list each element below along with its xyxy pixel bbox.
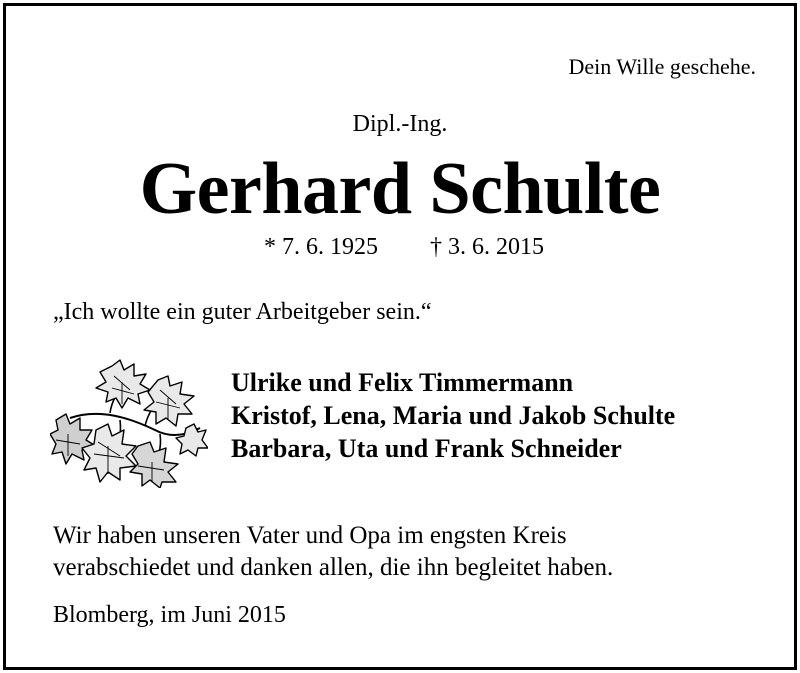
quote: „Ich wollte ein guter Arbeitgeber sein.“ [53, 299, 432, 325]
life-dates [264, 232, 544, 262]
motto: Dein Wille geschehe. [568, 54, 756, 79]
death-date: † 3. 6. 2015 [430, 234, 544, 260]
family-line: Ulrike und Felix Timmermann [231, 368, 574, 397]
thanks-text [53, 520, 613, 584]
deceased-name: Gerhard Schulte [139, 148, 661, 230]
family-line: Barbara, Uta und Frank Schneider [231, 434, 622, 463]
thanks-line: Wir haben unseren Vater und Opa im engsten Kreis [53, 522, 567, 549]
family-list [231, 366, 675, 465]
academic-title: Dipl.-Ing. [352, 111, 448, 137]
maple-leaves-icon [50, 358, 208, 488]
place-date: Blomberg, im Juni 2015 [53, 602, 286, 628]
obituary-notice [3, 3, 797, 670]
thanks-line: verabschiedet und danken allen, die ihn begleitet haben. [53, 554, 614, 581]
birth-date: * 7. 6. 1925 [264, 234, 378, 260]
family-line: Kristof, Lena, Maria und Jakob Schulte [231, 401, 676, 430]
